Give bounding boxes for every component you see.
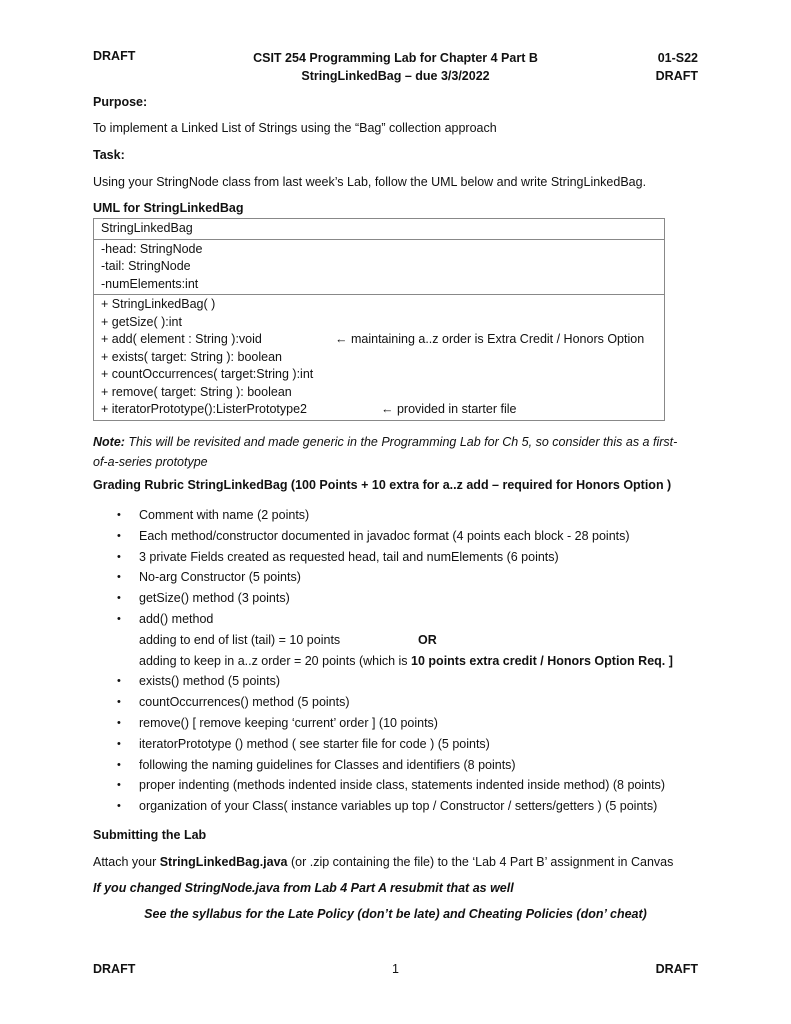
list-item: • No-arg Constructor (5 points) [117,567,737,588]
purpose-heading: Purpose: [93,95,148,109]
list-item: • exists() method (5 points) [117,671,737,692]
title-line-2: StringLinkedBag – due 3/3/2022 [301,69,490,83]
task-heading: Task: [93,148,125,162]
bullet-icon: • [117,800,121,813]
submit-heading: Submitting the Lab [93,828,207,842]
uml-method: + getSize( ):int [101,314,182,329]
task-text: Using your StringNode class from last week’s Lab, follow the UML below and write StringLinkedBag. [93,175,647,189]
uml-method: + remove( target: String ): boolean [101,384,292,399]
bullet-icon: • [117,529,121,542]
uml-method [101,331,664,349]
uml-method: + countOccurrences( target:String ):int [101,367,314,381]
add-option-or: OR [418,632,437,647]
header-right [656,49,698,85]
list-item: • 3 private Fields created as requested head, tail and numElements (6 points) [117,547,737,568]
list-item: • Each method/constructor documented in javadoc format (4 points each block - 28 points) [117,526,737,547]
uml-class-name: StringLinkedBag [101,221,193,235]
list-item: • proper indenting (methods indented inside class, statements indented inside method) (8 points) [117,775,737,796]
uml-field: -numElements:int [101,276,199,291]
footer-right-draft: DRAFT [655,962,698,976]
bullet-icon: • [117,779,121,792]
rubric-list [117,505,737,817]
uml-method-sig: + add( element : String ):void [101,332,262,346]
uml-method-sig: + iteratorPrototype():ListerPrototype2 [101,402,307,416]
header-right-draft: DRAFT [655,69,698,83]
bullet-icon: • [117,550,121,563]
note-label: Note: [93,435,125,449]
list-item: • countOccurrences() method (5 points) [117,692,737,713]
bullet-icon: • [117,592,121,605]
list-item: • Comment with name (2 points) [117,505,737,526]
bullet-icon: • [117,571,121,584]
uml-method [101,401,664,419]
bullet-icon: • [117,509,121,521]
submit-text: Attach your StringLinkedBag.java (or .zip containing the file) to the ‘Lab 4 Part B’ assignment in Canvas [93,855,674,869]
note-paragraph [93,432,703,472]
uml-methods-section [94,295,664,420]
uml-method: + StringLinkedBag( ) [101,297,216,311]
list-item: • iteratorPrototype () method ( see starter file for code ) (5 points) [117,734,737,755]
bullet-icon: • [117,737,121,750]
bullet-icon: • [117,716,121,729]
syllabus-note: See the syllabus for the Late Policy (don’t be late) and Cheating Policies (don’ cheat) [144,907,647,921]
purpose-text: To implement a Linked List of Strings using the “Bag” collection approach [93,121,497,135]
note-text-continued: of-a-series prototype [93,455,208,469]
bullet-icon: • [117,696,121,709]
add-option-ordered: adding to keep in a..z order = 20 points (which is 10 points extra credit / Honors Option Req. ] [139,653,673,668]
uml-diagram [93,218,665,421]
header-left-draft: DRAFT [93,49,136,63]
section-code: 01-S22 [657,51,698,65]
bullet-icon: • [117,758,121,771]
title-line-1: CSIT 254 Programming Lab for Chapter 4 Part B [253,51,538,65]
uml-field: -head: StringNode [101,241,203,256]
submit-filename: StringLinkedBag.java [159,855,288,869]
bullet-icon: • [117,675,121,688]
page-number: 1 [392,962,399,976]
footer-left-draft: DRAFT [93,962,136,976]
note-text: This will be revisited and made generic in the Programming Lab for Ch 5, so consider this as a first- [124,435,678,449]
add-option-tail: adding to end of list (tail) = 10 points OR [117,630,737,651]
uml-fields-section [94,240,664,296]
uml-class-section [94,219,664,240]
uml-field: -tail: StringNode [101,259,191,273]
uml-method: + exists( target: String ): boolean [101,349,282,364]
uml-method-note: ← provided in starter file [381,402,517,416]
list-item: • remove() [ remove keeping ‘current’ order ] (10 points) [117,713,737,734]
uml-heading: UML for StringLinkedBag [93,201,244,215]
bullet-icon: • [117,612,121,625]
rubric-heading: Grading Rubric StringLinkedBag (100 Points + 10 extra for a..z add – required for Honors Option ) [93,478,672,492]
list-item: • getSize() method (3 points) [117,588,737,609]
uml-method-note: ← maintaining a..z order is Extra Credit / Honors Option [335,332,645,346]
list-item: • add() method [117,609,737,630]
list-item: • organization of your Class( instance variables up top / Constructor / setters/getters ) (5 points) [117,796,737,817]
list-item: • following the naming guidelines for Classes and identifiers (8 points) [117,755,737,776]
submit-resubmit-note: If you changed StringNode.java from Lab 4 Part A resubmit that as well [93,881,514,895]
